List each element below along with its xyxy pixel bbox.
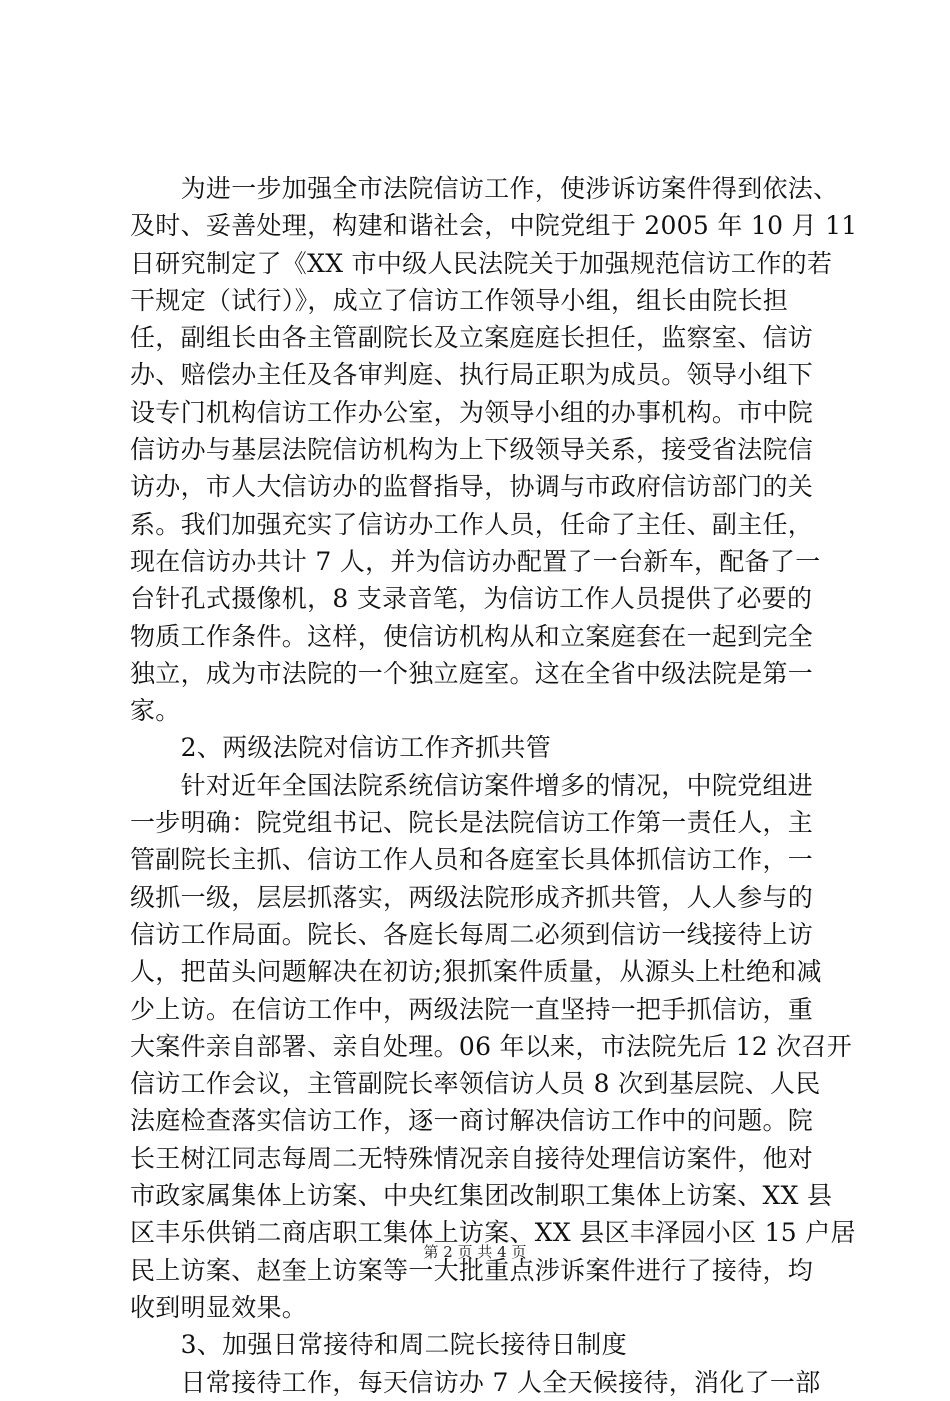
body-line: 及时、妥善处理，构建和谐社会，中院党组于 2005 年 10 月 11 (130, 211, 858, 241)
body-line: 日研究制定了《XX 市中级人民法院关于加强规范信访工作的若 (130, 248, 833, 278)
body-line: 长王树江同志每周二无特殊情况亲自接待处理信访案件，他对 (130, 1143, 814, 1173)
body-line: 少上访。在信访工作中，两级法院一直坚持一把手抓信访，重 (130, 994, 814, 1024)
document-body (130, 170, 858, 1401)
page-footer (0, 1242, 950, 1262)
page-indicator: 第 2 页 共 4 页 (423, 1243, 527, 1261)
body-line: 为进一步加强全市法院信访工作，使涉诉访案件得到依法、 (130, 174, 839, 203)
body-line: 物质工作条件。这样，使信访机构从和立案庭套在一起到完全 (130, 621, 814, 651)
body-line: 干规定（试行）》，成立了信访工作领导小组，组长由院长担 (130, 285, 789, 315)
section-heading: 2、两级法院对信访工作齐抓共管 (130, 733, 552, 763)
body-line: 区丰乐供销二商店职工集体上访案、XX 县区丰泽园小区 15 户居 (130, 1218, 856, 1248)
body-line: 一步明确：院党组书记、院长是法院信访工作第一责任人，主 (130, 808, 814, 838)
body-line: 信访工作会议，主管副院长率领信访人员 8 次到基层院、人民 (130, 1069, 821, 1099)
body-line: 现在信访办共计 7 人，并为信访办配置了一台新车，配备了一 (130, 546, 821, 576)
body-line: 任，副组长由各主管副院长及立案庭庭长担任，监察室、信访 (130, 323, 814, 353)
body-line: 人，把苗头问题解决在初访;狠抓案件质量，从源头上杜绝和减 (130, 957, 822, 987)
body-line: 民上访案、赵奎上访案等一大批重点涉诉案件进行了接待，均 (130, 1255, 814, 1285)
body-line: 系。我们加强充实了信访办工作人员，任命了主任、副主任， (130, 509, 814, 539)
body-line: 台针孔式摄像机，8 支录音笔，为信访工作人员提供了必要的 (130, 584, 813, 614)
section-heading: 3、加强日常接待和周二院长接待日制度 (130, 1330, 627, 1360)
body-line: 访办，市人大信访办的监督指导，协调与市政府信访部门的关 (130, 472, 814, 502)
body-line: 市政家属集体上访案、中央红集团改制职工集体上访案、XX 县 (130, 1181, 833, 1211)
body-line: 管副院长主抓、信访工作人员和各庭室长具体抓信访工作，一 (130, 845, 814, 875)
body-line: 大案件亲自部署、亲自处理。06 年以来，市法院先后 12 次召开 (130, 1031, 853, 1061)
body-line: 办、赔偿办主任及各审判庭、执行局正职为成员。领导小组下 (130, 360, 814, 390)
body-line: 家。 (130, 696, 181, 726)
body-line: 级抓一级，层层抓落实，两级法院形成齐抓共管，人人参与的 (130, 882, 814, 912)
body-line: 信访办与基层法院信访机构为上下级领导关系，接受省法院信 (130, 435, 814, 465)
body-line: 独立，成为市法院的一个独立庭室。这在全省中级法院是第一 (130, 658, 814, 688)
body-line: 针对近年全国法院系统信访案件增多的情况，中院党组进 (130, 770, 814, 800)
body-line: 法庭检查落实信访工作，逐一商讨解决信访工作中的问题。院 (130, 1106, 814, 1136)
body-line: 设专门机构信访工作办公室，为领导小组的办事机构。市中院 (130, 397, 814, 427)
body-line: 信访工作局面。院长、各庭长每周二必须到信访一线接待上访 (130, 919, 814, 949)
body-line: 日常接待工作，每天信访办 7 人全天候接待，消化了一部 (130, 1367, 821, 1397)
body-line: 收到明显效果。 (130, 1292, 308, 1322)
